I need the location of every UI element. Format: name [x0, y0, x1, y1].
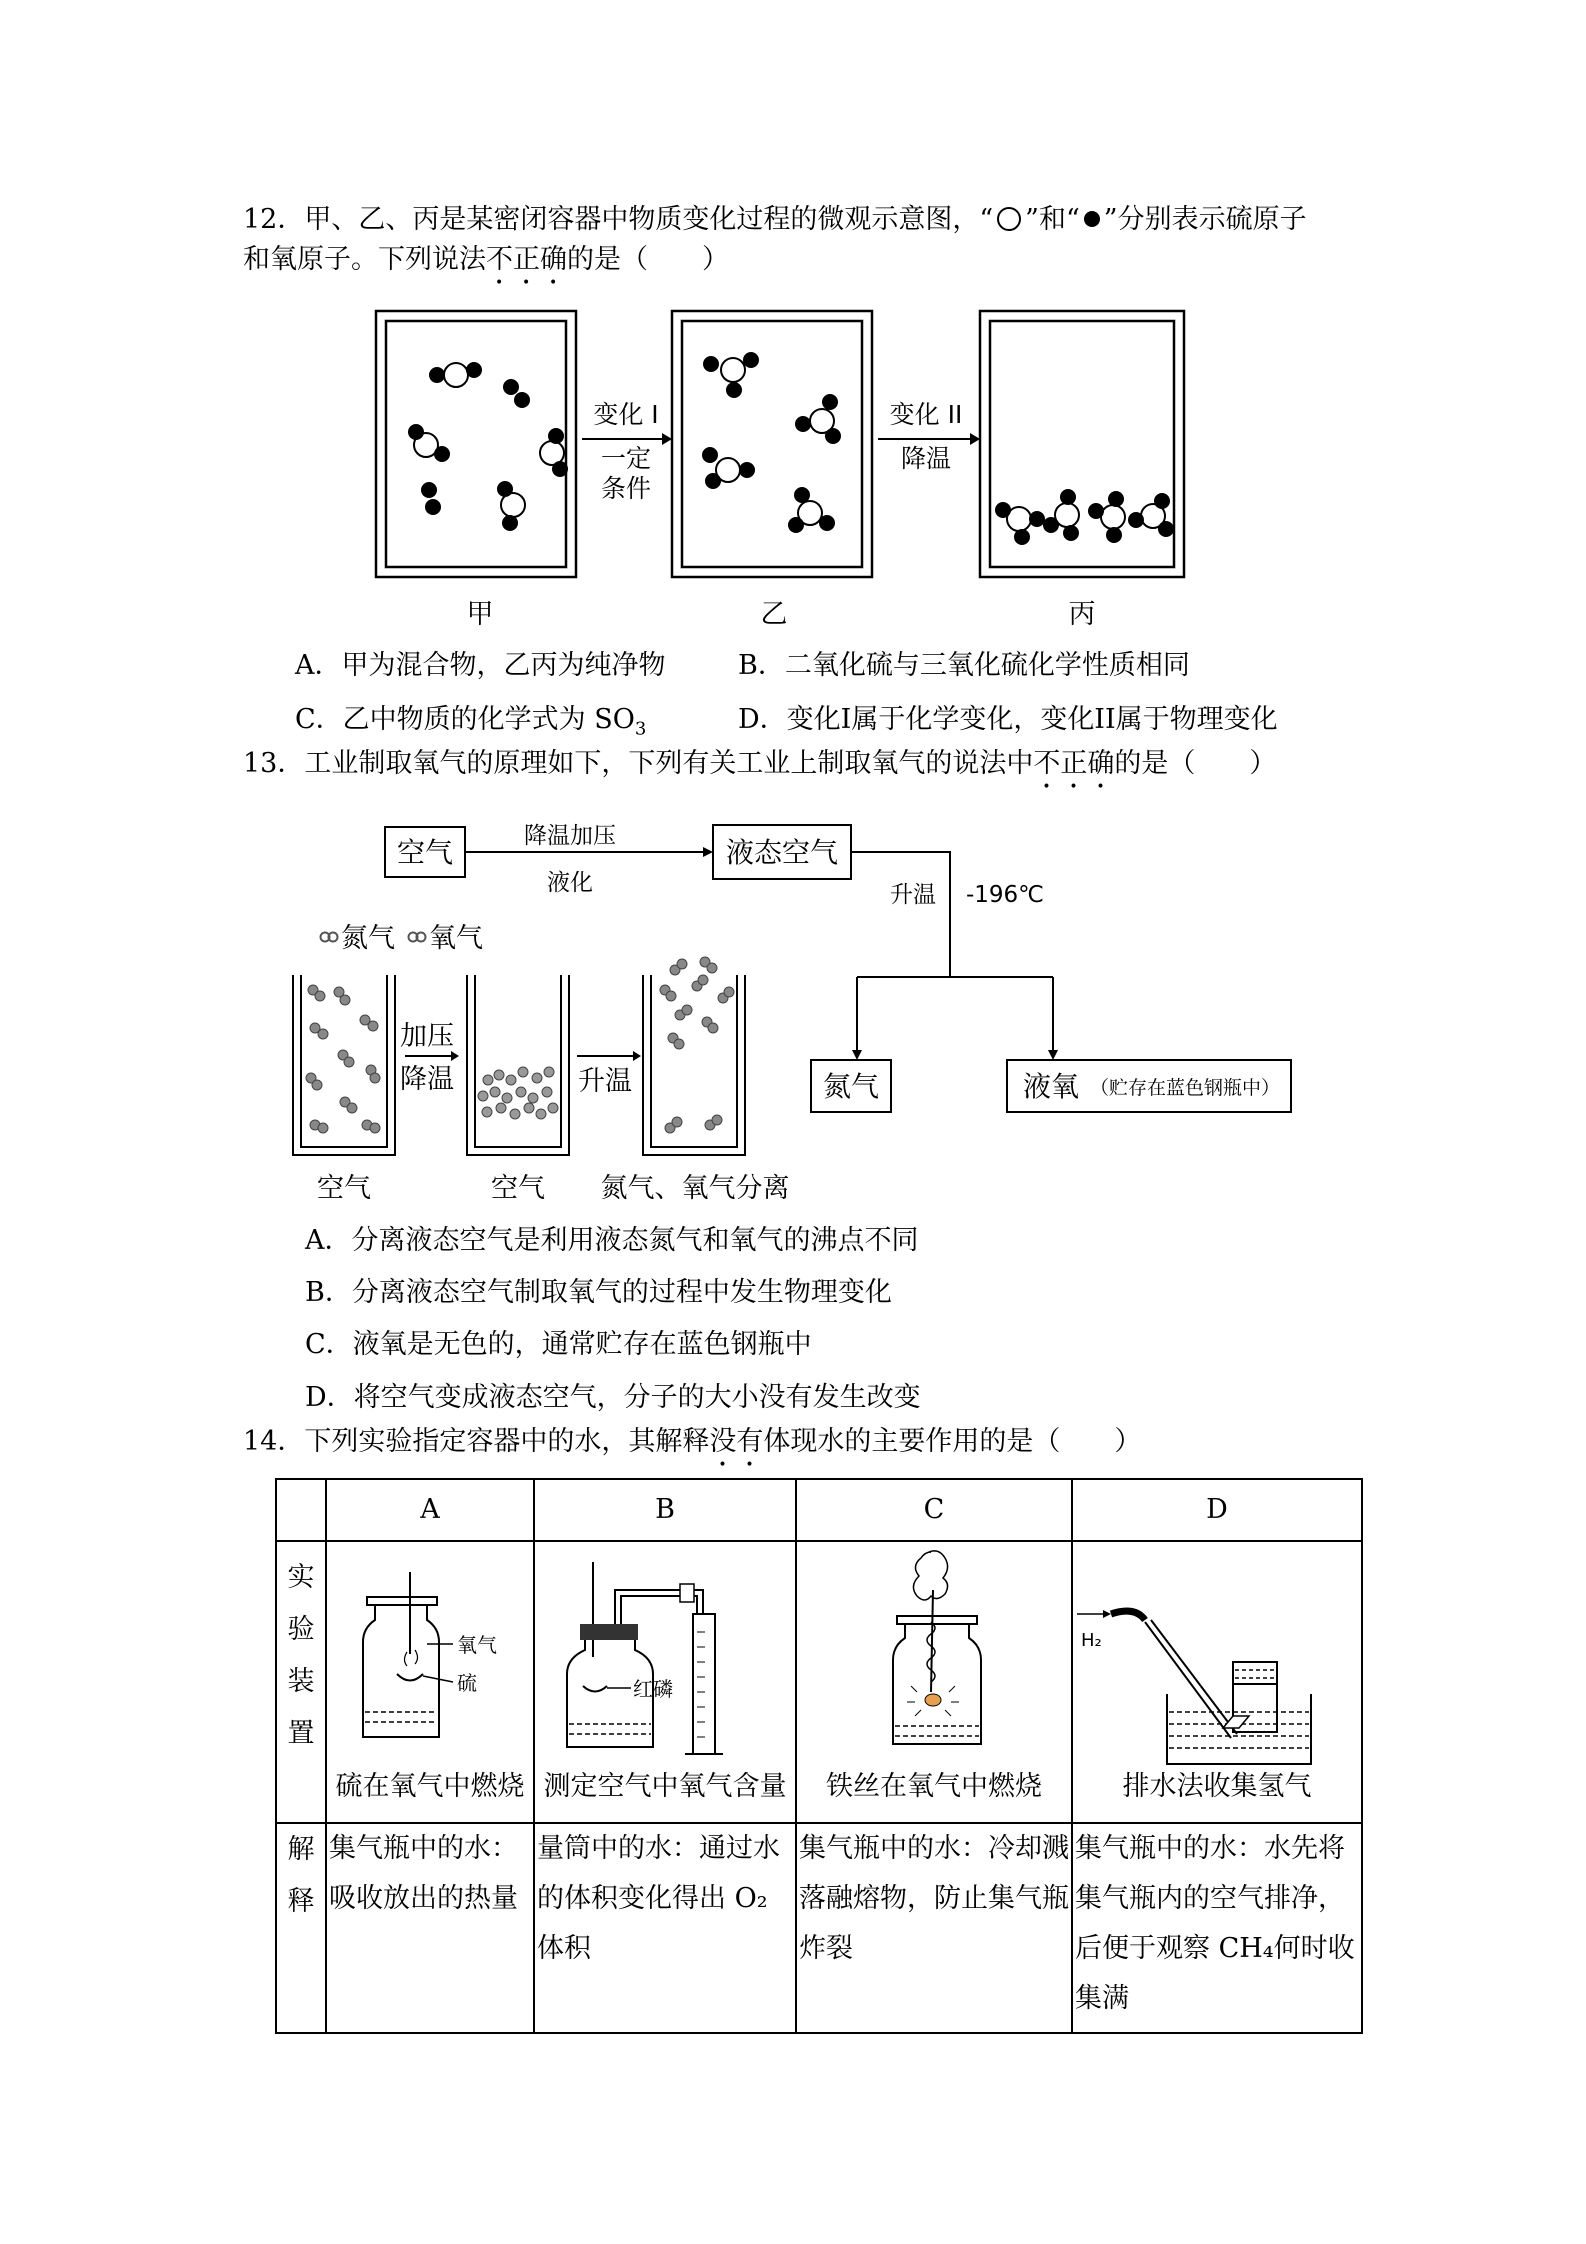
svg-text:液氧: 液氧 [1022, 1070, 1080, 1103]
device-d-cell [1072, 1541, 1362, 1823]
sulfur-combustion-apparatus [327, 1542, 529, 1762]
q13-option-a[interactable]: A．分离液态空气是利用液态氮气和氧气的沸点不同 [305, 1225, 919, 1256]
explanation-b: 量筒中的水：通过水的体积变化得出 O₂体积 [534, 1823, 796, 2033]
svg-text:降温加压: 降温加压 [524, 823, 616, 849]
svg-text:变化 I: 变化 I [593, 400, 659, 429]
q13-option-b[interactable]: B．分离液态空气制取氧气的过程中发生物理变化 [305, 1277, 892, 1308]
hydrogen-collection-apparatus [1073, 1542, 1357, 1782]
table-header-row [276, 1479, 1362, 1541]
svg-text:（贮存在蓝色钢瓶中）: （贮存在蓝色钢瓶中） [1089, 1077, 1281, 1099]
device-a-caption: 硫在氧气中燃烧 [335, 1771, 525, 1802]
header-d: D [1072, 1479, 1362, 1541]
svg-text:H₂: H₂ [1081, 1630, 1102, 1651]
svg-text:氮气: 氮气 [341, 923, 395, 954]
svg-text:液态空气: 液态空气 [725, 836, 839, 869]
device-d-caption: 排水法收集氢气 [1122, 1771, 1312, 1802]
svg-text:一定: 一定 [600, 444, 652, 473]
beaker-separated [643, 957, 745, 1155]
svg-text:-196℃: -196℃ [965, 882, 1045, 908]
svg-text:氧气: 氧气 [457, 1633, 497, 1657]
svg-text:加压: 加压 [400, 1021, 454, 1052]
table-corner-cell [276, 1479, 326, 1541]
emphasis-text: 没有 [709, 1426, 764, 1457]
q12-diagram [370, 305, 1190, 635]
device-b-caption: 测定空气中氧气含量 [543, 1771, 787, 1802]
svg-text:变化 II: 变化 II [889, 400, 963, 429]
table-row-devices [276, 1541, 1362, 1823]
so3-solid [995, 489, 1174, 545]
row-label-explanations: 解 释 [276, 1823, 326, 2033]
q13-option-c[interactable]: C．液氧是无色的，通常贮存在蓝色钢瓶中 [305, 1329, 812, 1360]
arrow-change-1 [582, 400, 672, 503]
box-jia [376, 311, 576, 577]
emphasis-text: 不正确 [486, 244, 567, 275]
o2-molecule [421, 482, 441, 515]
flow-liquid-air-box [713, 825, 851, 879]
flow-nitrogen-box [811, 1060, 891, 1112]
so3-molecule [795, 394, 841, 444]
svg-text:升温: 升温 [890, 882, 936, 908]
iron-wire-combustion-apparatus [797, 1542, 1067, 1772]
q12-stem-line1: 12．甲、乙、丙是某密闭容器中物质变化过程的微观示意图，“ ”和“ ”分别表示硫原子 [243, 204, 1307, 235]
so3-molecule [702, 447, 755, 489]
explanation-c: 集气瓶中的水：冷却溅落融熔物，防止集气瓶炸裂 [796, 1823, 1072, 2033]
q12-option-b[interactable]: B．二氧化硫与三氧化硫化学性质相同 [738, 650, 1190, 681]
label-bing: 丙 [1068, 599, 1096, 630]
q13-diagram [285, 810, 1305, 1210]
flow-air-box [385, 827, 465, 877]
header-a: A [326, 1479, 534, 1541]
so2-molecule [429, 362, 482, 387]
oxygen-content-apparatus [535, 1542, 791, 1772]
arrow-change-2 [878, 400, 980, 473]
q12-option-d[interactable]: D．变化I属于化学变化，变化II属于物理变化 [738, 704, 1278, 735]
arrow-heat [577, 1051, 641, 1097]
so2-molecule [497, 481, 525, 531]
q13-stem: 13．工业制取氧气的原理如下，下列有关工业上制取氧气的说法中不正确的是（ ） [243, 748, 1277, 779]
header-b: B [534, 1479, 796, 1541]
explanation-a: 集气瓶中的水：吸收放出的热量 [326, 1823, 534, 2033]
svg-text:红磷: 红磷 [633, 1677, 673, 1701]
so3-molecule [788, 487, 835, 533]
header-c: C [796, 1479, 1072, 1541]
label-air-2: 空气 [491, 1173, 545, 1204]
device-a-cell [326, 1541, 534, 1823]
device-c-cell [796, 1541, 1072, 1823]
svg-text:空气: 空气 [396, 836, 454, 869]
flow-split-lines [851, 852, 1058, 1060]
o2-molecule [503, 379, 530, 408]
filled-circle-icon [1080, 207, 1104, 231]
legend [321, 923, 484, 954]
svg-text:液化: 液化 [547, 870, 593, 896]
so2-molecule [540, 428, 568, 477]
flow-liquid-oxygen-box [1007, 1060, 1291, 1112]
row-label-devices: 实 验 装 置 [276, 1541, 326, 1823]
so2-molecule [408, 424, 450, 462]
q12-stem-line2: 和氧原子。下列说法不正确的是（ ） [243, 244, 729, 275]
svg-text:硫: 硫 [457, 1671, 477, 1695]
q14-stem: 14．下列实验指定容器中的水，其解释没有体现水的主要作用的是（ ） [243, 1426, 1142, 1457]
svg-text:氮气: 氮气 [822, 1070, 880, 1103]
device-b-cell [534, 1541, 796, 1823]
open-circle-icon [993, 206, 1025, 232]
label-yi: 乙 [760, 599, 788, 630]
arrow-pressurize-cool [400, 1021, 459, 1095]
svg-text:氧气: 氧气 [429, 923, 483, 954]
emphasis-text: 不正确 [1033, 748, 1115, 779]
explanation-d: 集气瓶中的水：水先将集气瓶内的空气排净，后便于观察 CH₄何时收集满 [1072, 1823, 1362, 2033]
q14-table [275, 1478, 1363, 2034]
flow-arrow-liquefy [465, 823, 713, 896]
q12-option-c[interactable]: C．乙中物质的化学式为 $SO_3$ [295, 704, 647, 740]
svg-text:条件: 条件 [600, 474, 652, 503]
box-yi [672, 311, 872, 577]
beaker-air-1 [293, 975, 395, 1155]
svg-text:降温: 降温 [400, 1064, 454, 1095]
q13-option-d[interactable]: D．将空气变成液态空气，分子的大小没有发生改变 [305, 1382, 921, 1413]
label-air-1: 空气 [317, 1173, 371, 1204]
q12-option-a[interactable]: A．甲为混合物，乙丙为纯净物 [295, 650, 666, 681]
so3-molecule [703, 352, 759, 398]
svg-text:升温: 升温 [578, 1066, 632, 1097]
label-separated: 氮气、氧气分离 [600, 1173, 790, 1204]
box-bing [980, 311, 1184, 577]
svg-text:降温: 降温 [900, 444, 952, 473]
beaker-air-2 [467, 975, 569, 1155]
device-c-caption: 铁丝在氧气中燃烧 [826, 1771, 1042, 1802]
label-jia: 甲 [466, 599, 494, 630]
table-row-explanations [276, 1823, 1362, 2033]
